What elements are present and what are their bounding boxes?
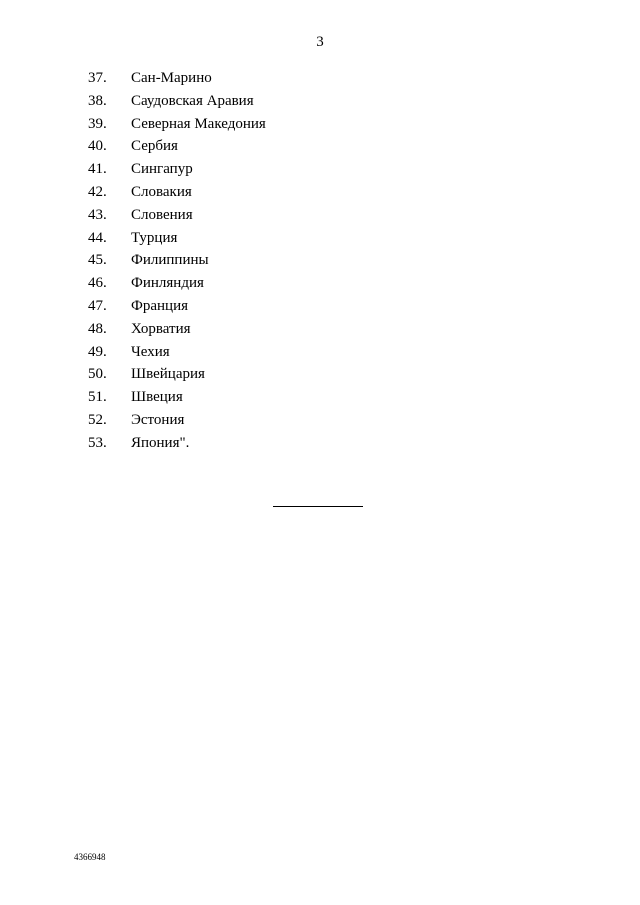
list-item xyxy=(88,91,508,114)
list-item xyxy=(88,228,508,251)
list-item xyxy=(88,159,508,182)
list-item xyxy=(88,182,508,205)
list-item-number: 45. xyxy=(88,252,107,269)
list-item xyxy=(88,296,508,319)
list-item-name: Швейцария xyxy=(131,366,205,383)
list-item xyxy=(88,387,508,410)
list-item-number: 43. xyxy=(88,206,107,223)
separator-line xyxy=(273,506,363,507)
list-item xyxy=(88,319,508,342)
list-item-number: 44. xyxy=(88,229,107,246)
list-item-name: Хорватия xyxy=(131,320,191,337)
list-item-name: Словакия xyxy=(131,183,192,200)
list-item-name: Саудовская Аравия xyxy=(131,92,254,109)
document-code: 4366948 xyxy=(74,852,106,862)
list-item-number: 50. xyxy=(88,366,107,383)
list-item xyxy=(88,136,508,159)
list-item-number: 40. xyxy=(88,138,107,155)
list-item-name: Северная Македония xyxy=(131,115,266,132)
list-item-number: 46. xyxy=(88,275,107,292)
list-item-number: 38. xyxy=(88,92,107,109)
list-item-name: Франция xyxy=(131,297,188,314)
list-item-name: Япония". xyxy=(131,434,190,451)
list-item xyxy=(88,68,508,91)
list-item-number: 39. xyxy=(88,115,107,132)
country-list xyxy=(88,68,508,456)
list-item-name: Сербия xyxy=(131,138,178,155)
list-item-name: Словения xyxy=(131,206,193,223)
list-item xyxy=(88,433,508,456)
list-item-name: Швеция xyxy=(131,389,183,406)
list-item-name: Чехия xyxy=(131,343,170,360)
list-item-name: Турция xyxy=(131,229,178,246)
list-item xyxy=(88,364,508,387)
list-item-name: Сан-Марино xyxy=(131,70,212,86)
list-item-number: 42. xyxy=(88,183,107,200)
list-item-number: 41. xyxy=(88,161,107,178)
page-number: 3 xyxy=(316,34,324,50)
list-item xyxy=(88,273,508,296)
list-item-number: 37. xyxy=(88,70,107,86)
list-item-number: 48. xyxy=(88,320,107,337)
list-item xyxy=(88,410,508,433)
list-item-name: Эстония xyxy=(131,411,185,428)
list-item-number: 51. xyxy=(88,389,107,406)
list-item xyxy=(88,342,508,365)
list-item-name: Финляндия xyxy=(131,275,204,292)
list-item-number: 47. xyxy=(88,297,107,314)
list-item-number: 53. xyxy=(88,434,107,451)
list-item-name: Филиппины xyxy=(131,252,209,269)
list-item-number: 52. xyxy=(88,411,107,428)
list-item xyxy=(88,114,508,137)
list-item xyxy=(88,250,508,273)
list-item xyxy=(88,205,508,228)
list-item-number: 49. xyxy=(88,343,107,360)
list-item-name: Сингапур xyxy=(131,161,193,178)
